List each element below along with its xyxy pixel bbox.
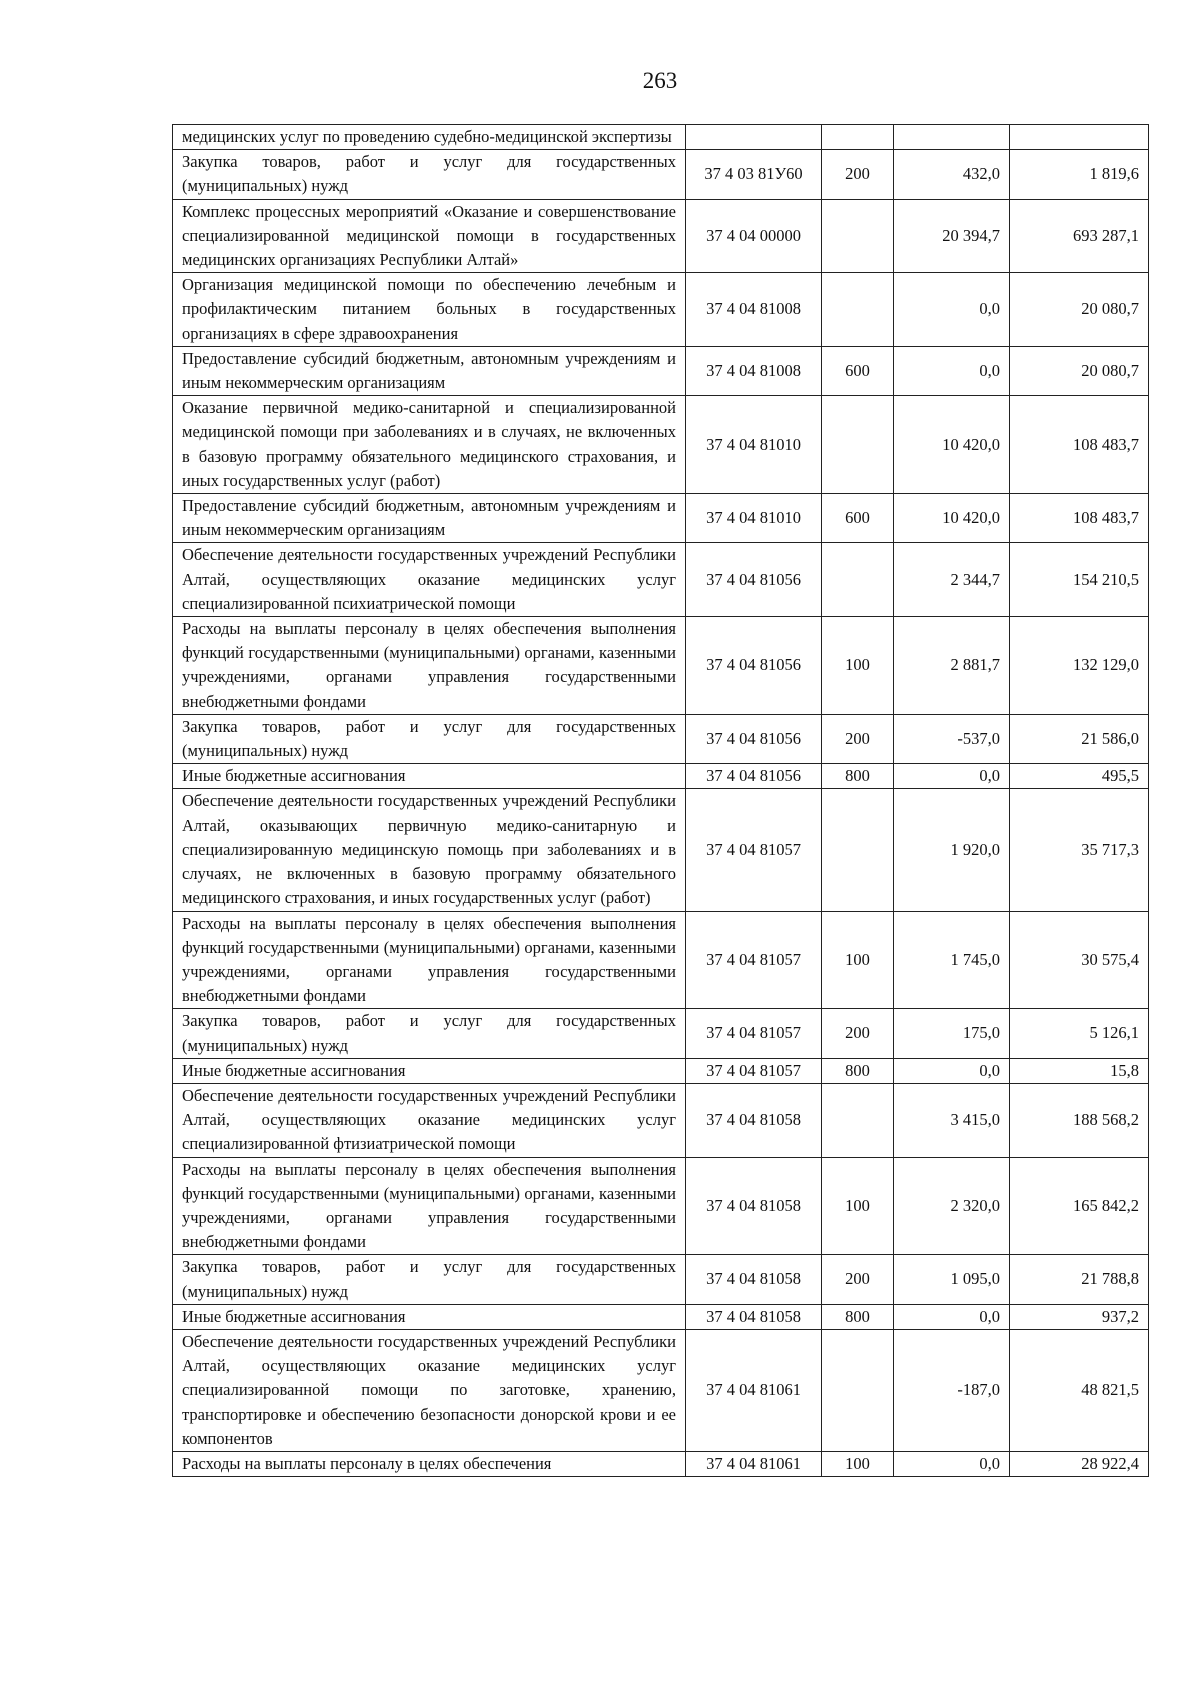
expense-type-code-cell: 100 <box>822 617 894 715</box>
amount-change-cell: -537,0 <box>894 714 1010 763</box>
expense-name-cell: Организация медицинской помощи по обеспечению лечебным и профилактическим питанием больных в государственных организациях в сфере здравоохранения <box>173 273 686 347</box>
budget-table <box>172 124 1149 1477</box>
amount-total-cell: 495,5 <box>1010 764 1149 789</box>
amount-total-cell: 132 129,0 <box>1010 617 1149 715</box>
table-row <box>173 1009 1149 1058</box>
amount-change-cell: 10 420,0 <box>894 494 1010 543</box>
expense-name-cell: Расходы на выплаты персоналу в целях обеспечения выполнения функций государственными (муниципальными) органами, казенными учреждениями, органами управления государственными внебюджетными фондами <box>173 911 686 1009</box>
amount-total-cell: 15,8 <box>1010 1058 1149 1083</box>
amount-total-cell: 35 717,3 <box>1010 789 1149 911</box>
page-number: 263 <box>642 68 678 93</box>
target-article-code-cell: 37 4 04 00000 <box>686 199 822 273</box>
amount-change-cell: 20 394,7 <box>894 199 1010 273</box>
table-row <box>173 1451 1149 1476</box>
expense-type-code-cell <box>822 1329 894 1451</box>
expense-type-code-cell <box>822 273 894 347</box>
expense-type-code-cell: 200 <box>822 714 894 763</box>
amount-total-cell: 154 210,5 <box>1010 543 1149 617</box>
table-row <box>173 1304 1149 1329</box>
target-article-code-cell <box>686 125 822 150</box>
amount-total-cell: 693 287,1 <box>1010 199 1149 273</box>
amount-change-cell: 0,0 <box>894 346 1010 395</box>
target-article-code-cell: 37 4 04 81057 <box>686 1058 822 1083</box>
amount-change-cell: 0,0 <box>894 1451 1010 1476</box>
target-article-code-cell: 37 4 04 81010 <box>686 396 822 494</box>
expense-name-cell: Закупка товаров, работ и услуг для государственных (муниципальных) нужд <box>173 1009 686 1058</box>
amount-total-cell: 28 922,4 <box>1010 1451 1149 1476</box>
target-article-code-cell: 37 4 04 81008 <box>686 346 822 395</box>
expense-name-cell: Расходы на выплаты персоналу в целях обеспечения <box>173 1451 686 1476</box>
expense-type-code-cell <box>822 789 894 911</box>
table-row <box>173 789 1149 911</box>
amount-total-cell: 108 483,7 <box>1010 396 1149 494</box>
target-article-code-cell: 37 4 03 81У60 <box>686 150 822 199</box>
table-row <box>173 199 1149 273</box>
expense-type-code-cell: 200 <box>822 1009 894 1058</box>
expense-name-cell: Обеспечение деятельности государственных учреждений Республики Алтай, осуществляющих оказание медицинских услуг специализированной фтизиатрической помощи <box>173 1083 686 1157</box>
amount-total-cell: 5 126,1 <box>1010 1009 1149 1058</box>
target-article-code-cell: 37 4 04 81058 <box>686 1304 822 1329</box>
budget-table-body <box>173 125 1149 1477</box>
expense-name-cell: Обеспечение деятельности государственных учреждений Республики Алтай, осуществляющих оказание медицинских услуг специализированной психиатрической помощи <box>173 543 686 617</box>
target-article-code-cell: 37 4 04 81058 <box>686 1157 822 1255</box>
expense-name-cell: Предоставление субсидий бюджетным, автономным учреждениям и иным некоммерческим организациям <box>173 494 686 543</box>
expense-name-cell: Комплекс процессных мероприятий «Оказание и совершенствование специализированной медицинской помощи в государственных медицинских организациях Республики Алтай» <box>173 199 686 273</box>
amount-total-cell: 165 842,2 <box>1010 1157 1149 1255</box>
table-row <box>173 764 1149 789</box>
amount-change-cell: 432,0 <box>894 150 1010 199</box>
amount-change-cell: 2 881,7 <box>894 617 1010 715</box>
amount-change-cell: 1 745,0 <box>894 911 1010 1009</box>
amount-change-cell: 0,0 <box>894 1304 1010 1329</box>
target-article-code-cell: 37 4 04 81010 <box>686 494 822 543</box>
target-article-code-cell: 37 4 04 81008 <box>686 273 822 347</box>
expense-name-cell: Предоставление субсидий бюджетным, автономным учреждениям и иным некоммерческим организациям <box>173 346 686 395</box>
expense-name-cell: медицинских услуг по проведению судебно-медицинской экспертизы <box>173 125 686 150</box>
amount-total-cell: 1 819,6 <box>1010 150 1149 199</box>
expense-type-code-cell: 100 <box>822 1451 894 1476</box>
table-row <box>173 543 1149 617</box>
table-row <box>173 494 1149 543</box>
expense-name-cell: Закупка товаров, работ и услуг для государственных (муниципальных) нужд <box>173 714 686 763</box>
expense-type-code-cell <box>822 1083 894 1157</box>
target-article-code-cell: 37 4 04 81057 <box>686 1009 822 1058</box>
table-row <box>173 1329 1149 1451</box>
expense-name-cell: Обеспечение деятельности государственных учреждений Республики Алтай, осуществляющих оказание медицинских услуг специализированной помощи по заготовке, хранению, транспортировке и обеспечению безопасности донорской крови и ее компонентов <box>173 1329 686 1451</box>
amount-change-cell: 0,0 <box>894 1058 1010 1083</box>
expense-type-code-cell: 600 <box>822 346 894 395</box>
expense-name-cell: Иные бюджетные ассигнования <box>173 764 686 789</box>
table-row <box>173 714 1149 763</box>
amount-change-cell: 1 095,0 <box>894 1255 1010 1304</box>
expense-type-code-cell: 100 <box>822 911 894 1009</box>
expense-name-cell: Расходы на выплаты персоналу в целях обеспечения выполнения функций государственными (муниципальными) органами, казенными учреждениями, органами управления государственными внебюджетными фондами <box>173 1157 686 1255</box>
amount-change-cell: 0,0 <box>894 764 1010 789</box>
table-row <box>173 617 1149 715</box>
expense-type-code-cell: 600 <box>822 494 894 543</box>
expense-name-cell: Иные бюджетные ассигнования <box>173 1304 686 1329</box>
expense-name-cell: Оказание первичной медико-санитарной и специализированной медицинской помощи при заболеваниях и в случаях, не включенных в базовую программу обязательного медицинского страхования, и иных государственных услуг (работ) <box>173 396 686 494</box>
amount-total-cell: 188 568,2 <box>1010 1083 1149 1157</box>
expense-type-code-cell: 200 <box>822 150 894 199</box>
table-row <box>173 1255 1149 1304</box>
amount-total-cell: 21 586,0 <box>1010 714 1149 763</box>
expense-type-code-cell: 800 <box>822 1304 894 1329</box>
amount-total-cell: 21 788,8 <box>1010 1255 1149 1304</box>
target-article-code-cell: 37 4 04 81061 <box>686 1329 822 1451</box>
expense-type-code-cell: 100 <box>822 1157 894 1255</box>
expense-name-cell: Обеспечение деятельности государственных учреждений Республики Алтай, оказывающих первичную медико-санитарную и специализированную медицинскую помощь при заболеваниях и в случаях, не включенных в базовую программу обязательного медицинского страхования, и иных государственных услуг (работ) <box>173 789 686 911</box>
amount-change-cell: 10 420,0 <box>894 396 1010 494</box>
amount-change-cell: 3 415,0 <box>894 1083 1010 1157</box>
amount-total-cell: 30 575,4 <box>1010 911 1149 1009</box>
table-row <box>173 346 1149 395</box>
table-row <box>173 1157 1149 1255</box>
amount-total-cell <box>1010 125 1149 150</box>
expense-type-code-cell <box>822 543 894 617</box>
amount-change-cell: 2 320,0 <box>894 1157 1010 1255</box>
amount-change-cell: 0,0 <box>894 273 1010 347</box>
target-article-code-cell: 37 4 04 81056 <box>686 714 822 763</box>
expense-type-code-cell: 200 <box>822 1255 894 1304</box>
table-row <box>173 1083 1149 1157</box>
table-row <box>173 273 1149 347</box>
expense-type-code-cell <box>822 125 894 150</box>
expense-name-cell: Иные бюджетные ассигнования <box>173 1058 686 1083</box>
amount-change-cell <box>894 125 1010 150</box>
target-article-code-cell: 37 4 04 81058 <box>686 1255 822 1304</box>
amount-change-cell: 2 344,7 <box>894 543 1010 617</box>
amount-change-cell: -187,0 <box>894 1329 1010 1451</box>
target-article-code-cell: 37 4 04 81057 <box>686 911 822 1009</box>
table-row <box>173 125 1149 150</box>
expense-name-cell: Закупка товаров, работ и услуг для государственных (муниципальных) нужд <box>173 1255 686 1304</box>
table-row <box>173 1058 1149 1083</box>
expense-type-code-cell <box>822 396 894 494</box>
amount-total-cell: 20 080,7 <box>1010 346 1149 395</box>
target-article-code-cell: 37 4 04 81056 <box>686 764 822 789</box>
amount-total-cell: 108 483,7 <box>1010 494 1149 543</box>
target-article-code-cell: 37 4 04 81061 <box>686 1451 822 1476</box>
amount-change-cell: 175,0 <box>894 1009 1010 1058</box>
target-article-code-cell: 37 4 04 81056 <box>686 543 822 617</box>
table-row <box>173 396 1149 494</box>
target-article-code-cell: 37 4 04 81056 <box>686 617 822 715</box>
table-row <box>173 150 1149 199</box>
target-article-code-cell: 37 4 04 81057 <box>686 789 822 911</box>
amount-total-cell: 48 821,5 <box>1010 1329 1149 1451</box>
amount-change-cell: 1 920,0 <box>894 789 1010 911</box>
expense-type-code-cell: 800 <box>822 1058 894 1083</box>
expense-name-cell: Закупка товаров, работ и услуг для государственных (муниципальных) нужд <box>173 150 686 199</box>
target-article-code-cell: 37 4 04 81058 <box>686 1083 822 1157</box>
expense-type-code-cell <box>822 199 894 273</box>
expense-name-cell: Расходы на выплаты персоналу в целях обеспечения выполнения функций государственными (муниципальными) органами, казенными учреждениями, органами управления государственными внебюджетными фондами <box>173 617 686 715</box>
amount-total-cell: 937,2 <box>1010 1304 1149 1329</box>
table-row <box>173 911 1149 1009</box>
expense-type-code-cell: 800 <box>822 764 894 789</box>
amount-total-cell: 20 080,7 <box>1010 273 1149 347</box>
